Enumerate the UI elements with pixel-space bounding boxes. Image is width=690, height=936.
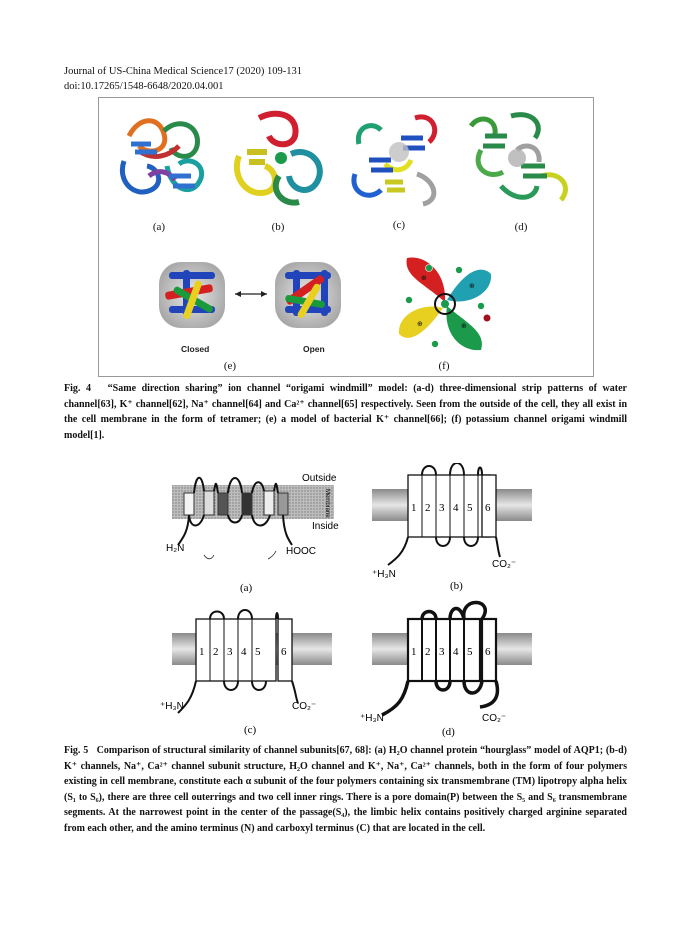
- inside-label: Inside: [312, 521, 339, 532]
- membrane-label: Membrane: [324, 489, 330, 518]
- potassium-channel-closed-open-image: [155, 256, 351, 360]
- six-segment-channel-b: [372, 463, 532, 592]
- fig5-label-c: (c): [244, 724, 257, 736]
- journal-header: Journal of US-China Medical Science17 (2020) 109-131: [64, 66, 302, 77]
- segment-5: 5: [467, 502, 473, 514]
- h3n-label-d: ⁺H₃N: [360, 713, 384, 724]
- segment-4-d: 4: [453, 646, 459, 658]
- h2n-label: H₂N: [166, 543, 185, 554]
- outside-label: Outside: [302, 473, 337, 484]
- segment-6: 6: [485, 502, 491, 514]
- svg-text:⊕: ⊕: [417, 320, 423, 328]
- figure-5-caption: Fig. 5 Comparison of structural similarity of channel subunits[67, 68]: (a) H₂O channel protein “hourglass” model of AQP1; (b-d) K⁺ channels, Na⁺, Ca²⁺ channel subunit structure, H₂O channel and K⁺, Na⁺, Ca²⁺ channels, both in the form of four polymers existing in cell membrane, constitute each α subunit of the four polymers containing six transmembrane (TM) lipotropy alpha helix (S₁ to S₆), there are three cell outerrings and two cell inner rings. There is a pore domain(P) between the S₅ and S₆ transmembrane segments. At the narrowest point in the center of the passage(S₄), the limbic helix contains positively charged arginine separated from each other, and the amino terminus (N) and carboxyl terminus (C) that are located in the cell.: [64, 745, 627, 834]
- closed-label: Closed: [181, 344, 210, 354]
- fig4-label-f: (f): [438, 360, 450, 372]
- figure-5: [160, 463, 532, 739]
- six-segment-channel-d: [360, 602, 532, 738]
- fig5-label-d: (d): [442, 726, 455, 738]
- segment-1-d: 1: [411, 646, 417, 658]
- segment-3-d: 3: [439, 646, 445, 658]
- segment-1-c: 1: [199, 646, 205, 658]
- protein-structure-c-image: [345, 104, 455, 214]
- origami-windmill-model-image: [395, 254, 495, 354]
- svg-text:⊕: ⊕: [421, 274, 427, 282]
- fig4-label-a: (a): [152, 221, 166, 233]
- segment-4: 4: [453, 502, 459, 514]
- co2-label-d: CO₂⁻: [482, 713, 507, 724]
- fig4-label-b: (b): [271, 221, 285, 233]
- co2-label-b: CO₂⁻: [492, 559, 517, 570]
- segment-3: 3: [439, 502, 445, 514]
- segment-2-d: 2: [425, 646, 431, 658]
- figure-4: [98, 97, 594, 377]
- six-segment-channel-c: [160, 610, 332, 736]
- closed-state-model: [159, 262, 225, 328]
- fig5-label-a: (a): [240, 582, 253, 594]
- svg-text:⊕: ⊕: [469, 282, 475, 290]
- segment-1: 1: [411, 502, 417, 514]
- protein-structure-d-image: [461, 106, 581, 212]
- segment-6-c: 6: [281, 646, 287, 658]
- figure-4-caption: Fig. 4 “Same direction sharing” ion channel “origami windmill” model: (a-d) three-dimensional strip patterns of water channel[63], K⁺ channel[62], Na⁺ channel[64] and Ca²⁺ channel[65] respectively. Seen from the outside of the cell, they all exist in the cell membrane in the form of tetramer; (e) a model of bacterial K⁺ channel[66]; (f) potassium channel origami windmill model[1].: [64, 383, 627, 441]
- open-label: Open: [303, 344, 325, 354]
- segment-2-c: 2: [213, 646, 219, 658]
- segment-5-d: 5: [467, 646, 473, 658]
- segment-3-c: 3: [227, 646, 233, 658]
- hooc-label: HOOC: [286, 546, 316, 557]
- aqp1-hourglass-diagram: [166, 473, 339, 594]
- fig4-label-e: (e): [223, 360, 237, 372]
- segment-2: 2: [425, 502, 431, 514]
- co2-label-c: CO₂⁻: [292, 701, 317, 712]
- protein-structure-a-image: [109, 106, 213, 210]
- doi-line: doi:10.17265/1548-6648/2020.04.001: [64, 81, 224, 92]
- fig4-label-d: (d): [514, 221, 528, 233]
- svg-text:⊕: ⊕: [461, 322, 467, 330]
- channel-subunit-diagrams: [160, 463, 532, 739]
- h3n-label-b: ⁺H₃N: [372, 569, 396, 580]
- protein-structure-b-image: [229, 106, 329, 210]
- segment-4-c: 4: [241, 646, 247, 658]
- segment-5-c: 5: [255, 646, 261, 658]
- segment-6-d: 6: [485, 646, 491, 658]
- fig4-label-c: (c): [392, 219, 406, 231]
- fig5-label-b: (b): [450, 580, 463, 592]
- open-state-model: [275, 262, 341, 328]
- h3n-label-c: ⁺H₃N: [160, 701, 184, 712]
